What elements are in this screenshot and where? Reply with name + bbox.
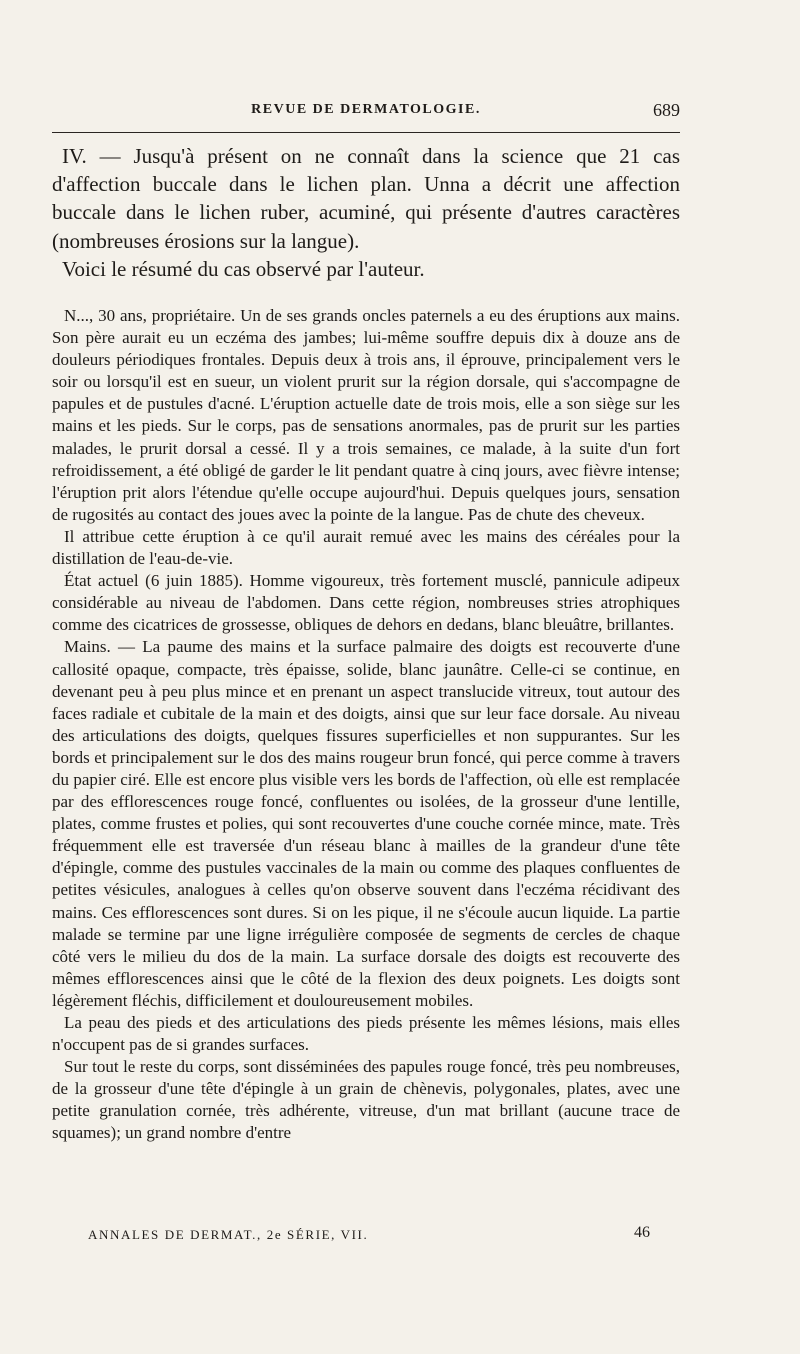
case-report	[52, 305, 680, 1145]
signature-number: 46	[634, 1224, 650, 1241]
page-content	[52, 142, 680, 1145]
body-paragraph: N..., 30 ans, propriétaire. Un de ses grands oncles paternels a eu des éruptions aux mains. Son père aurait eu un eczéma des jambes; lui-même souffre depuis dix à douze ans de douleurs périodiques frontales. Depuis deux à trois ans, il éprouve, principalement vers le soir ou lorsqu'il est en sueur, un violent prurit sur la région dorsale, qui s'accompagne de papules et de pustules d'acné. L'éruption actuelle date de trois mois, elle a son siège sur les mains et les pieds. Sur le corps, pas de sensations anormales, pas de prurit sur les parties malades, le prurit dorsal a cessé. Il y a trois semaines, ce malade, à la suite d'un fort refroidissement, a été obligé de garder le lit pendant quatre à cinq jours, avec fièvre intense; l'éruption prit alors l'étendue qu'elle occupe aujourd'hui. Depuis quelques jours, sensation de rugosités au contact des joues avec la pointe de la langue. Pas de chute des cheveux.	[52, 306, 680, 524]
body-paragraph: Mains. — La paume des mains et la surface palmaire des doigts est recouverte d'une callosité opaque, compacte, très épaisse, solide, blanc jaunâtre. Celle-ci se continue, en devenant peu à peu plus mince et en prenant un aspect translucide vitreux, tout autour des faces radiale et cubitale de la main et des doigts, ainsi que sur leur face dorsale. Au niveau des articulations des doigts, quelques fissures superficielles et non suppurantes. Sur les bords et principalement sur le dos des mains rougeur brun foncé, qui perce comme à travers du papier ciré. Elle est encore plus visible vers les bords de l'affection, où elle est remplacée par des efflorescences rouge foncé, confluentes ou isolées, de la grosseur d'une lentille, plates, comme frustes et polies, qui sont recouvertes d'une couche cornée mince, mate. Très fréquemment elle est traversée d'un réseau blanc à mailles de la grandeur d'une tête d'épingle, comme des pustules vaccinales de la main ou comme des plaques confluentes de petites vésicules, analogues à celles qu'on observe souvent dans l'eczéma récidivant des mains. Ces efflorescences sont dures. Si on les pique, il ne s'écoule aucun liquide. La partie malade se termine par une ligne irrégulière composée de segments de cercles de chaque côté vers le milieu du dos de la main. La surface dorsale des doigts est recouverte des mêmes efflorescences ainsi que le côté de la flexion des deux poignets. Les doigts sont légèrement fléchis, difficilement et douloureusement mobiles.	[52, 637, 680, 1010]
page-footer	[52, 1224, 680, 1246]
lead-paragraph: Voici le résumé du cas observé par l'auteur.	[62, 256, 425, 281]
body-paragraph: Il attribue cette éruption à ce qu'il aurait remué avec les mains des céréales pour la distillation de l'eau-de-vie.	[52, 526, 680, 569]
journal-signature: ANNALES DE DERMAT., 2e SÉRIE, VII.	[88, 1227, 369, 1242]
header-rule	[52, 132, 680, 133]
page-header	[52, 100, 680, 124]
body-paragraph: La peau des pieds et des articulations des pieds présente les mêmes lésions, mais elles n'occupent pas de si grandes surfaces.	[52, 1013, 680, 1055]
body-paragraph: Sur tout le reste du corps, sont disséminées des papules rouge foncé, très peu nombreuses, de la grosseur d'une tête d'épingle à un grain de chènevis, polygonales, plates, avec une petite granulation cornée, très adhérente, vitreuse, d'un mat brillant (aucune trace de squames); un grand nombre d'entre	[52, 1057, 680, 1143]
lead-paragraph: IV. — Jusqu'à présent on ne connaît dans la science que 21 cas d'affection buccale dans le lichen plan. Unna a décrit une affection buccale dans le lichen ruber, acuminé, qui présente d'autres caractères (nombreuses érosions sur la langue).	[52, 144, 680, 253]
page-number: 689	[653, 100, 680, 120]
lead-section	[52, 142, 680, 283]
running-title: REVUE DE DERMATOLOGIE.	[251, 102, 481, 117]
body-paragraph: État actuel (6 juin 1885). Homme vigoureux, très fortement musclé, pannicule adipeux considérable au niveau de l'abdomen. Dans cette région, nombreuses stries atrophiques comme des cicatrices de grossesse, obliques de dehors en dedans, blanc bleuâtre, brillantes.	[52, 571, 680, 635]
